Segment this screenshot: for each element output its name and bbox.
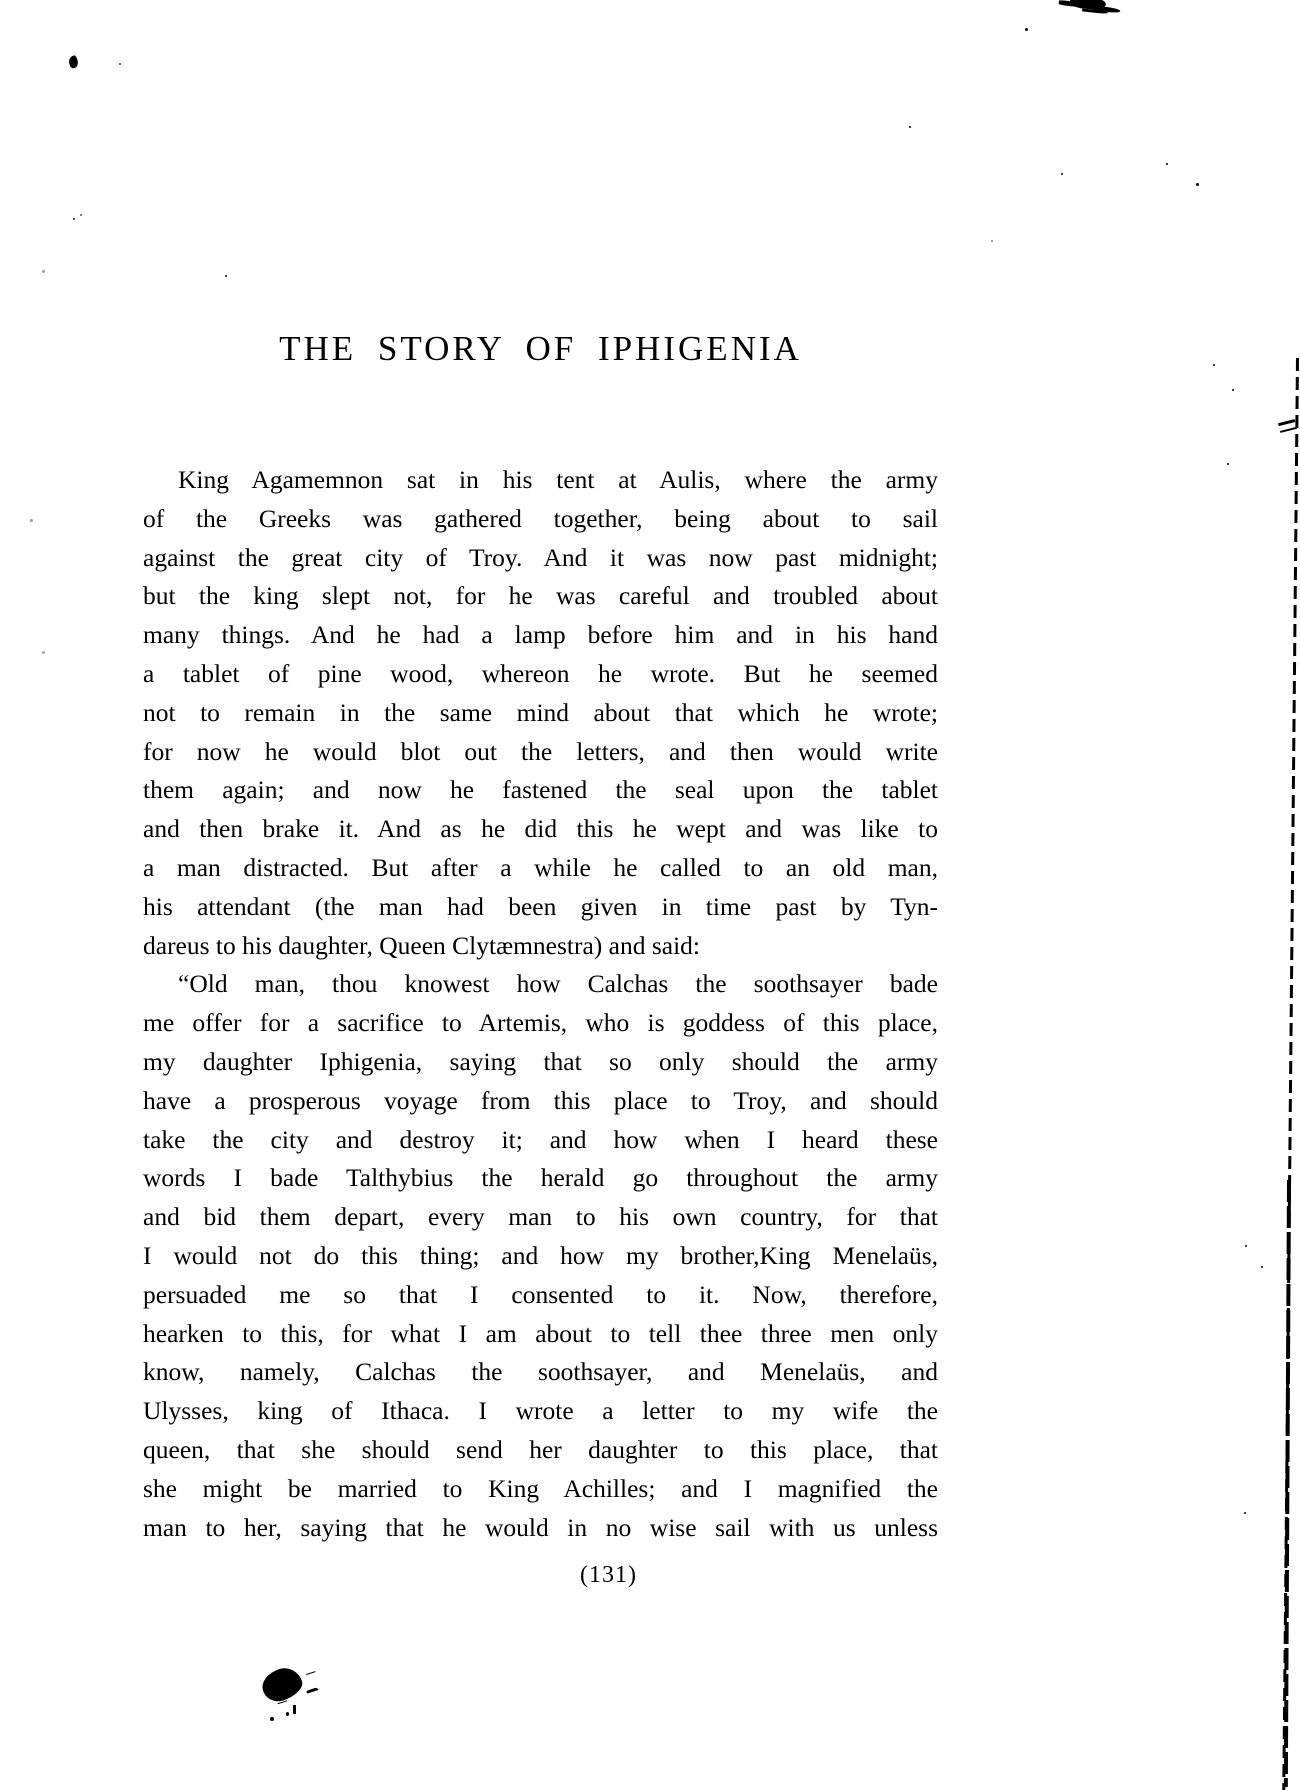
text-line: and then brake it. And as he did this he wept and was like to: [143, 814, 938, 844]
text-line: and bid them depart, every man to his own country, for that: [143, 1202, 938, 1232]
text-line: against the great city of Troy. And it was now past midnight;: [143, 542, 938, 572]
top-edge-smudge: [1069, 0, 1106, 11]
scan-speck: [1061, 173, 1063, 175]
pen-mark: [1278, 419, 1297, 433]
scan-speck: [119, 63, 121, 65]
scan-speck: [1166, 163, 1168, 165]
text-line: King Agamemnon sat in his tent at Aulis, where the army: [178, 465, 938, 494]
text-line: she might be married to King Achilles; and I magnified the: [143, 1473, 938, 1503]
scan-speck: [225, 275, 227, 277]
text-line: a man distracted. But after a while he called to an old man,: [143, 852, 938, 882]
text-line: my daughter Iphigenia, saying that so only should the army: [143, 1046, 938, 1076]
scan-speck: [1196, 183, 1199, 186]
text-line: words I bade Talthybius the herald go throughout the army: [143, 1163, 938, 1193]
ink-blot-speck: [270, 1717, 274, 1721]
ink-blot: [258, 1664, 306, 1706]
scan-speck: [30, 519, 33, 522]
scan-speck: [73, 218, 75, 220]
scan-speck: [991, 240, 993, 242]
scan-speck: [80, 214, 82, 216]
text-line: man to her, saying that he would in no wise sail with us unless: [143, 1512, 938, 1542]
scan-speck: [42, 651, 45, 654]
scan-speck: [1232, 389, 1234, 391]
scan-speck: [42, 270, 45, 273]
ink-blot-speck: [286, 1712, 289, 1716]
body-text: [143, 461, 938, 1547]
text-line: for now he would blot out the letters, and then would write: [143, 736, 938, 766]
text-line: many things. And he had a lamp before him and in his hand: [143, 620, 938, 650]
text-line: I would not do this thing; and how my brother,King Menelaüs,: [143, 1240, 938, 1270]
text-line: know, namely, Calchas the soothsayer, and Menelaüs, and: [143, 1357, 938, 1387]
scan-speck: [1244, 1512, 1246, 1514]
ink-blot-speck: [293, 1705, 296, 1714]
scan-speck: [1261, 1266, 1263, 1268]
text-line: but the king slept not, for he was careful and troubled about: [143, 581, 938, 611]
text-line: hearken to this, for what I am about to tell thee three men only: [143, 1318, 938, 1348]
text-line: dareus to his daughter, Queen Clytæmnestra) and said:: [143, 930, 701, 960]
page-title: THE STORY OF IPHIGENIA: [279, 329, 802, 368]
scan-speck: [909, 126, 911, 128]
text-line: “Old man, thou knowest how Calchas the soothsayer bade: [178, 969, 938, 999]
text-line: have a prosperous voyage from this place to Troy, and should: [143, 1085, 938, 1115]
corner-ink-mark: [67, 55, 80, 69]
scan-speck: [1227, 463, 1229, 465]
text-line: me offer for a sacrifice to Artemis, who is goddess of this place,: [143, 1008, 938, 1038]
scan-speck: [1213, 364, 1215, 366]
text-line: queen, that she should send her daughter to this place, that: [143, 1434, 938, 1464]
text-line: a tablet of pine wood, whereon he wrote. But he seemed: [143, 658, 938, 688]
scan-speck: [1245, 1245, 1247, 1247]
page-number: (131): [580, 1562, 637, 1588]
text-line: them again; and now he fastened the seal upon the tablet: [143, 775, 938, 805]
scan-edge-line-lower: [1284, 1180, 1291, 1787]
text-line: Ulysses, king of Ithaca. I wrote a letter to my wife the: [143, 1396, 938, 1426]
text-line: persuaded me so that I consented to it. Now, therefore,: [143, 1279, 938, 1309]
text-line: of the Greeks was gathered together, being about to sail: [143, 503, 938, 533]
text-line: his attendant (the man had been given in time past by Tyn-: [143, 891, 938, 921]
scan-speck: [1025, 28, 1028, 31]
text-line: take the city and destroy it; and how when I heard these: [143, 1124, 938, 1154]
text-line: not to remain in the same mind about that which he wrote;: [143, 697, 938, 727]
